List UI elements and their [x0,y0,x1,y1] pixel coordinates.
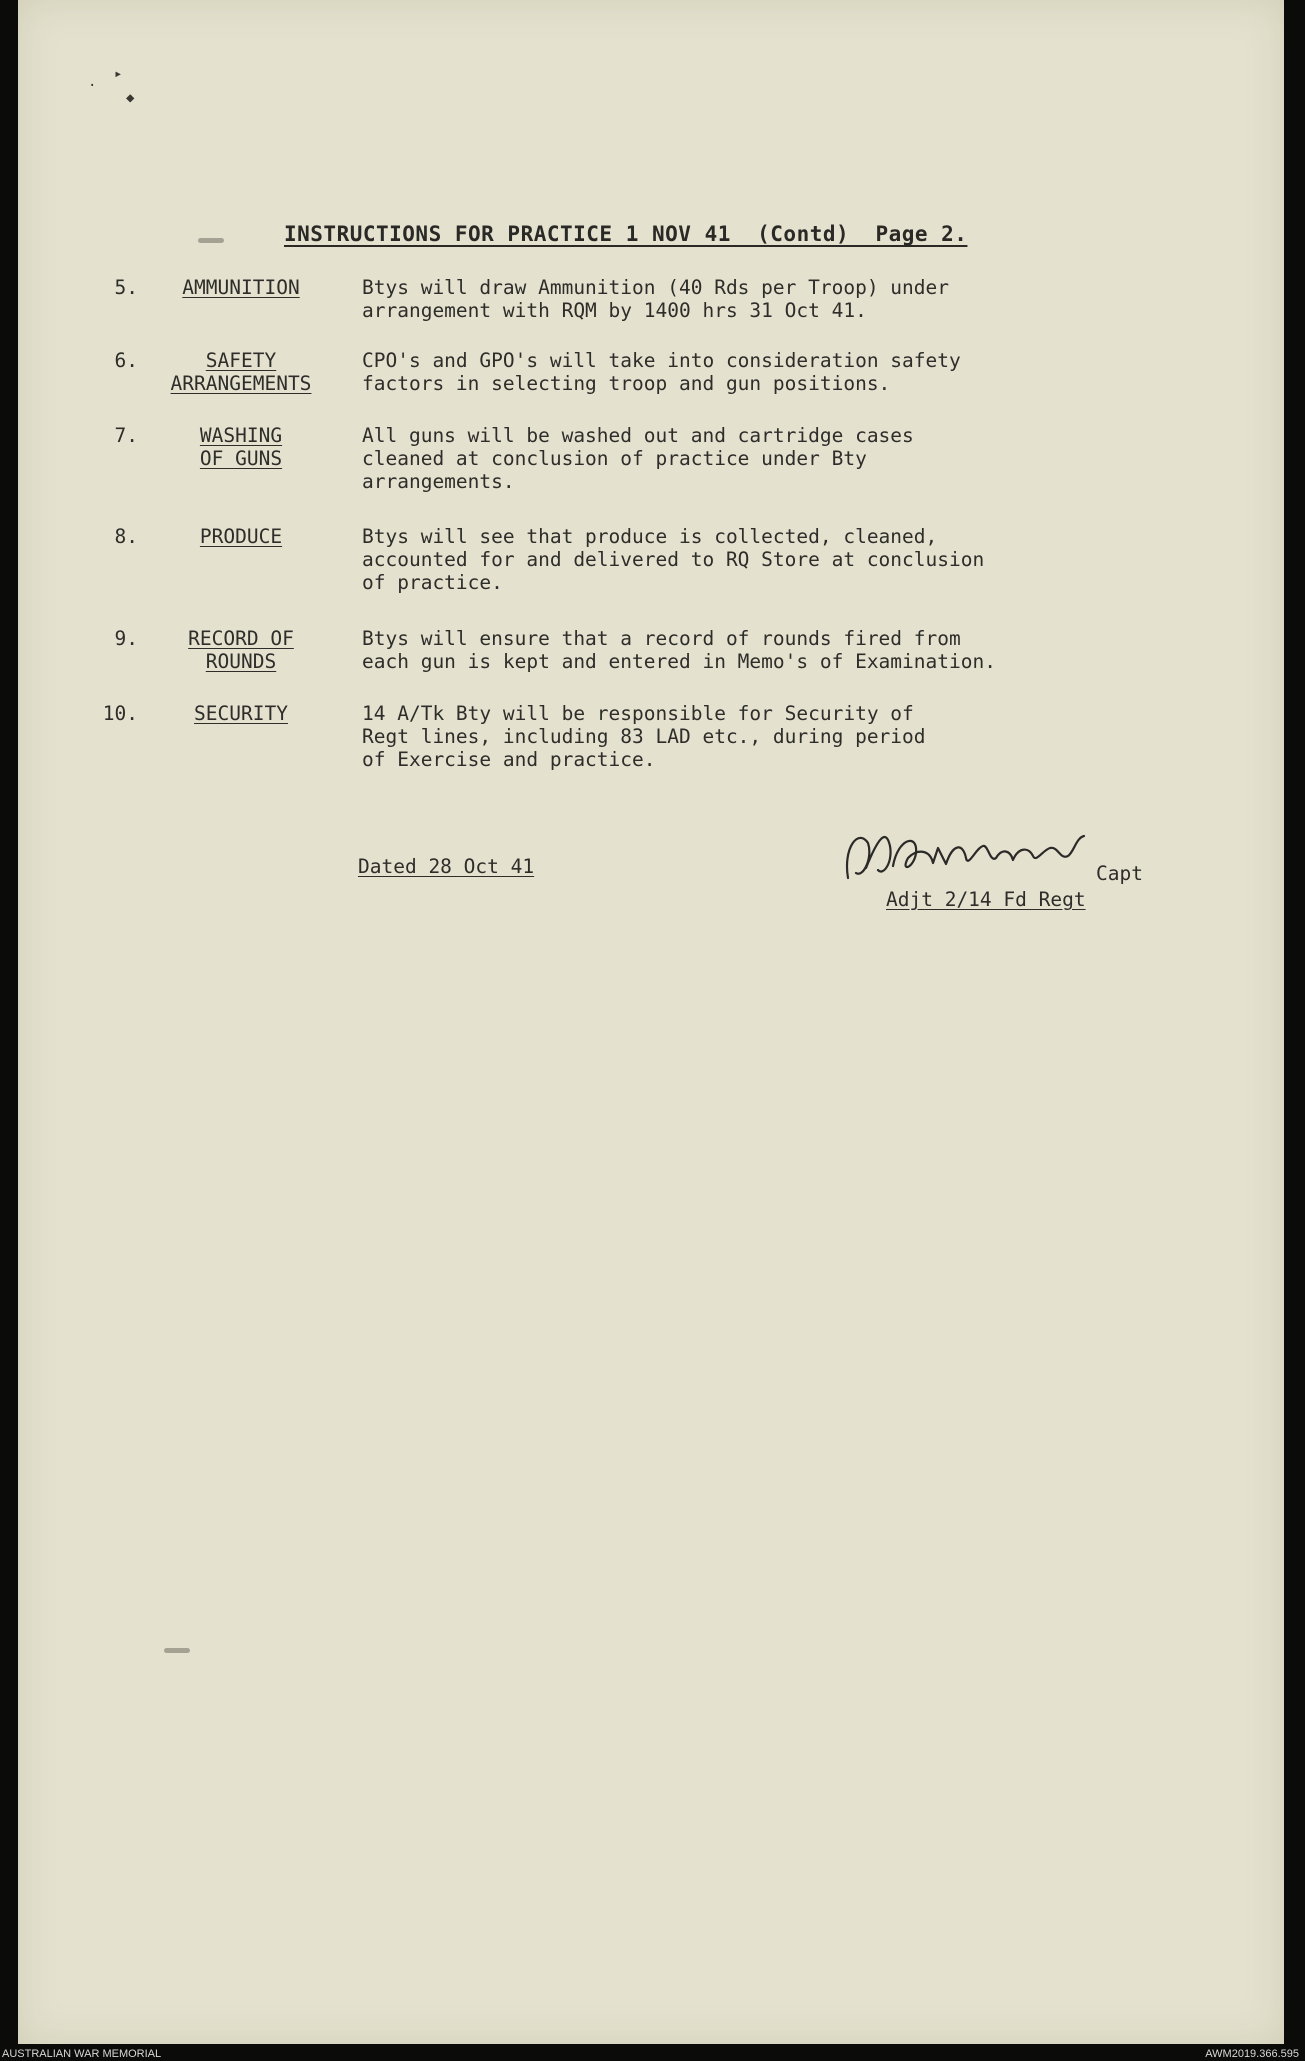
item-body-line: accounted for and delivered to RQ Store at conclusion [362,548,985,571]
dated-line: Dated 28 Oct 41 [358,855,535,878]
punch-mark: ▸ [114,66,123,82]
item-body-line: arrangement with RQM by 1400 hrs 31 Oct 41. [362,299,867,322]
item-label-line: WASHING [199,424,283,447]
page-heading: INSTRUCTIONS FOR PRACTICE 1 NOV 41 (Contd) Page 2. [284,222,968,246]
item-label-line: ROUNDS [205,650,277,673]
item-label-line: PRODUCE [199,525,283,548]
crease-mark [198,238,224,243]
item-body-line: Btys will draw Ammunition (40 Rds per Troop) under [362,276,949,299]
item-body-line: Regt lines, including 83 LAD etc., during period [362,725,926,748]
item-label [146,424,336,470]
item-number: 6. [114,349,138,372]
footer-accession-number: AWM2019.366.595 [1205,2048,1299,2060]
item-label-line: ARRANGEMENTS [170,372,312,395]
footer-institution: AUSTRALIAN WAR MEMORIAL [2,2048,162,2060]
item-body-line: All guns will be washed out and cartridge cases [362,424,914,447]
item-body-line: each gun is kept and entered in Memo's of Examination. [362,650,996,673]
item-label-line: AMMUNITION [182,276,300,299]
item-body-line: of practice. [362,571,503,594]
crease-mark [164,1648,190,1653]
item-label [146,525,336,548]
item-body-line: Btys will see that produce is collected, cleaned, [362,525,938,548]
item-body [362,276,1182,322]
item-label-line: RECORD OF [188,627,294,650]
signatory-rank: Capt [1096,862,1143,885]
item-number: 10. [102,702,138,725]
item-body [362,525,1182,594]
document-page [18,0,1284,2044]
item-label [146,276,336,299]
item-label-line: OF GUNS [199,447,283,470]
item-number: 8. [114,525,138,548]
signatory-appointment: Adjt 2/14 Fd Regt [886,888,1086,911]
item-body-line: Btys will ensure that a record of rounds fired from [362,627,961,650]
item-body [362,424,1182,493]
item-body-line: 14 A/Tk Bty will be responsible for Security of [362,702,914,725]
item-label-line: SAFETY [205,349,277,372]
item-label [146,702,336,725]
item-body-line: cleaned at conclusion of practice under Bty [362,447,867,470]
item-body-line: factors in selecting troop and gun positions. [362,372,891,395]
item-body [362,702,1182,771]
punch-mark: ◆ [126,90,135,106]
item-body [362,627,1182,673]
handwritten-signature [838,808,1138,888]
item-body [362,349,1182,395]
punch-mark: · [88,78,97,94]
item-number: 9. [114,627,138,650]
item-body-line: CPO's and GPO's will take into consideration safety [362,349,961,372]
item-label [146,349,336,395]
item-label-line: SECURITY [194,702,288,725]
item-body-line: arrangements. [362,470,515,493]
item-body-line: of Exercise and practice. [362,748,656,771]
item-number: 5. [114,276,138,299]
item-number: 7. [114,424,138,447]
item-label [146,627,336,673]
